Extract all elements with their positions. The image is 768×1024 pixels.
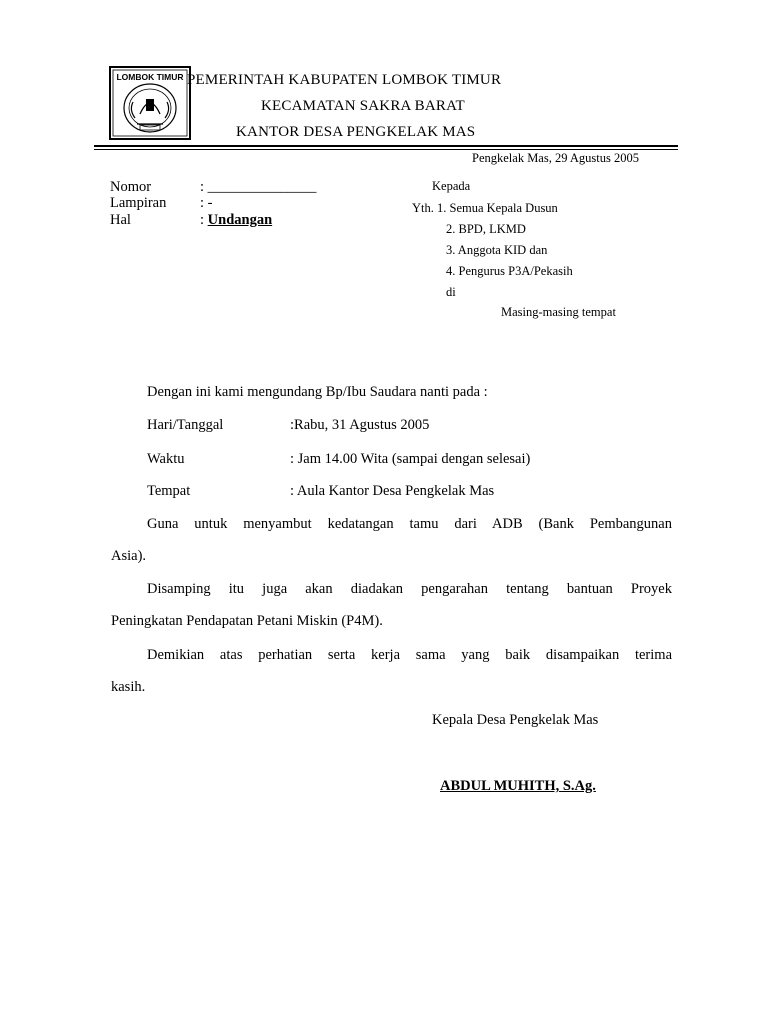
lombok-timur-logo	[109, 66, 191, 140]
paragraph-2-line-1: Disamping itu juga akan diadakan pengarahan tentang bantuan Proyek	[147, 581, 672, 597]
tempat-label: Tempat	[147, 483, 191, 499]
header-line-1: PEMERINTAH KABUPATEN LOMBOK TIMUR	[187, 72, 502, 88]
header-rule-thick	[94, 145, 678, 147]
recipient-2: 2. BPD, LKMD	[446, 222, 526, 236]
logo-text: LOMBOK TIMUR	[116, 72, 184, 82]
signature-name: ABDUL MUHITH, S.Ag.	[440, 778, 596, 794]
header-line-2: KECAMATAN SAKRA BARAT	[261, 98, 465, 114]
signature-title: Kepala Desa Pengkelak Mas	[432, 712, 599, 728]
recipient-tempat: Masing-masing tempat	[501, 305, 616, 319]
nomor-value: : _______________	[200, 179, 317, 195]
paragraph-3-line-2: kasih.	[111, 679, 146, 695]
hal-value: Undangan	[207, 212, 273, 228]
date-line: Pengkelak Mas, 29 Agustus 2005	[472, 151, 640, 165]
lampiran-value: : -	[200, 195, 213, 211]
paragraph-2-line-2: Peningkatan Pendapatan Petani Miskin (P4M).	[111, 613, 383, 629]
waktu-value: : Jam 14.00 Wita (sampai dengan selesai)	[290, 451, 531, 467]
hal-label: Hal	[110, 212, 131, 228]
nomor-label: Nomor	[110, 179, 152, 195]
lampiran-label: Lampiran	[110, 195, 167, 211]
recipient-4: 4. Pengurus P3A/Pekasih	[446, 264, 573, 278]
intro-text: Dengan ini kami mengundang Bp/Ibu Saudara nanti pada :	[147, 384, 488, 400]
paragraph-3-line-1: Demikian atas perhatian serta kerja sama yang baik disampaikan terima	[147, 647, 672, 663]
hal-colon: :	[200, 212, 205, 228]
hari-label: Hari/Tanggal	[147, 417, 224, 433]
waktu-label: Waktu	[147, 451, 185, 467]
paragraph-1-line-2: Asia).	[111, 548, 147, 564]
paragraph-1-line-1: Guna untuk menyambut kedatangan tamu dari ADB (Bank Pembangunan	[147, 516, 672, 532]
header-line-3: KANTOR DESA PENGKELAK MAS	[236, 124, 476, 140]
tempat-value: : Aula Kantor Desa Pengkelak Mas	[290, 483, 495, 499]
recipient-kepada: Kepada	[432, 179, 471, 193]
recipient-3: 3. Anggota KID dan	[446, 243, 548, 257]
recipient-1: Yth. 1. Semua Kepala Dusun	[412, 201, 558, 215]
recipient-di: di	[446, 285, 456, 299]
hari-value: :Rabu, 31 Agustus 2005	[290, 417, 430, 433]
hal-line	[200, 212, 272, 229]
header-rule-thin	[94, 149, 678, 150]
